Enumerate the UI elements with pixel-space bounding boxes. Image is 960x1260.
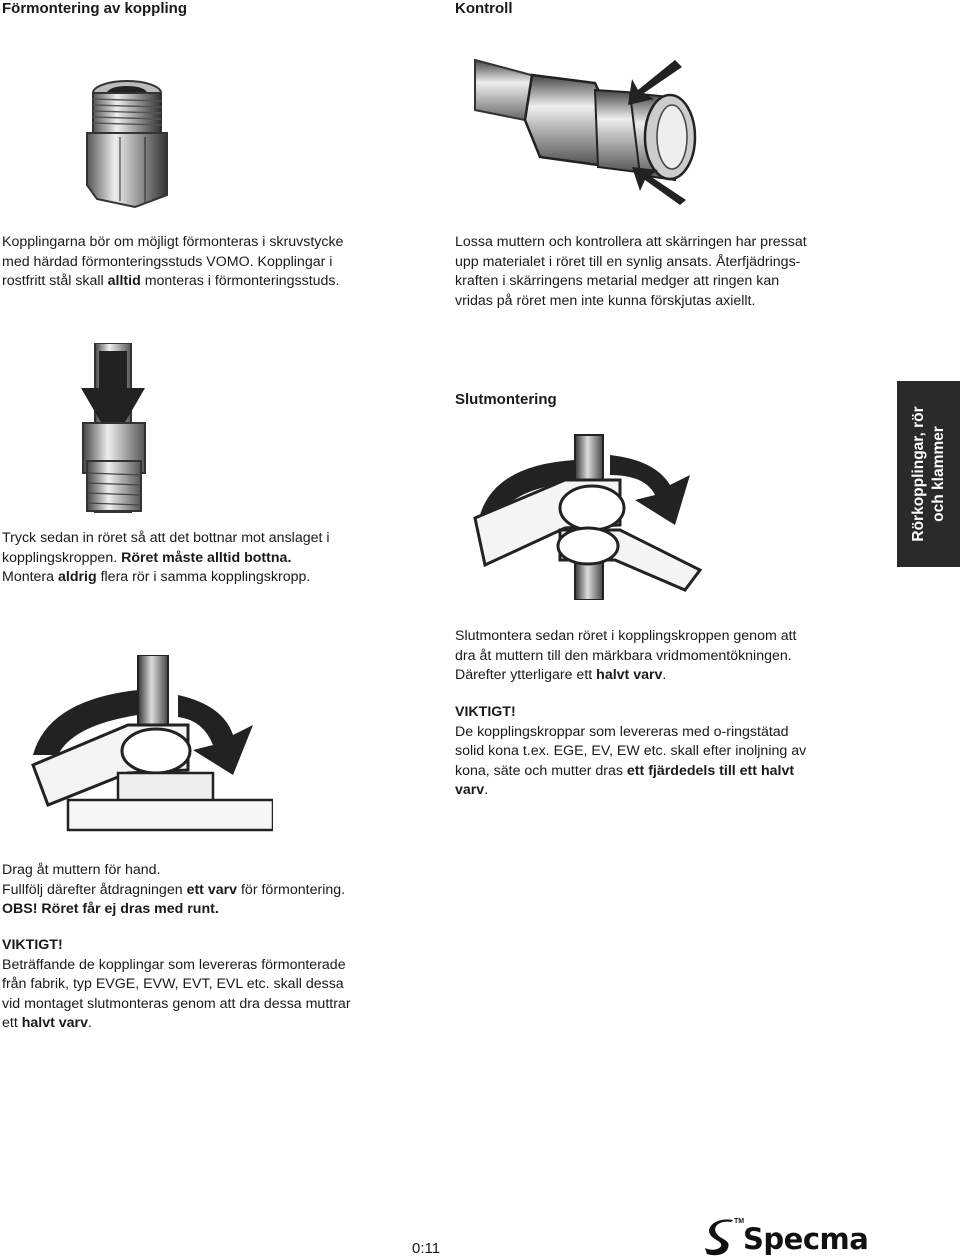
paragraph-kontroll <box>455 233 875 311</box>
text-line <box>2 272 422 292</box>
text-line: De kopplingskroppar som levereras med o-ringstätad <box>455 723 789 740</box>
viktigt-label: VIKTIGT! <box>455 704 516 720</box>
specma-logo <box>703 1216 875 1258</box>
text-span: . <box>662 667 667 683</box>
text-span: kona, säte och mutter dras <box>455 762 627 779</box>
text-span: kopplingskroppen. <box>2 549 122 566</box>
wrench-final-illustration-icon <box>470 430 705 600</box>
text-line: kraften i skärringens metarial medger att ringen kan <box>455 273 780 289</box>
tab-line: Rörkopplingar, rör <box>909 406 927 542</box>
text-line <box>2 549 442 569</box>
paragraph-viktigt-left <box>2 936 442 1034</box>
paragraph-slutmontering <box>455 627 885 686</box>
heading-kontroll: Kontroll <box>455 0 513 17</box>
section-tab-label <box>909 384 949 564</box>
logo-trademark: TM <box>734 1218 745 1225</box>
wrench-hand-illustration-icon <box>28 655 273 833</box>
text-line: med härdad förmonteringsstuds VOMO. Kopplingar i <box>2 253 333 270</box>
text-line <box>455 666 885 686</box>
emphasis-text: ett fjärdedels till ett halvt <box>626 762 795 779</box>
paragraph-drag <box>2 861 442 920</box>
text-span: rostfritt stål skall <box>2 273 108 289</box>
text-line: Tryck sedan in röret så att det bottnar mot anslaget i <box>2 530 330 546</box>
text-line <box>2 881 442 901</box>
emphasis-text: OBS! Röret får ej dras med runt. <box>2 901 219 917</box>
text-span: Montera <box>2 569 58 585</box>
text-span: Därefter ytterligare ett <box>455 667 597 683</box>
heading-slutmontering: Slutmontering <box>455 391 557 408</box>
emphasis-text: aldrig <box>58 569 97 585</box>
text-line: solid kona t.ex. EGE, EV, EW etc. skall efter inoljning av <box>455 743 807 759</box>
pipe-check-illustration-icon <box>470 55 715 215</box>
tab-line: och klammer <box>929 426 947 522</box>
text-span: . <box>87 1015 92 1031</box>
emphasis-text: halvt varv <box>596 667 663 683</box>
text-line: upp materialet i röret till en synlig ansats. Återfjädrings- <box>455 253 801 270</box>
text-line <box>455 762 885 782</box>
emphasis-text: ett varv <box>186 881 238 898</box>
text-line <box>455 703 885 723</box>
paragraph-viktigt-right <box>455 703 885 801</box>
page-number: 0:11 <box>412 1240 441 1257</box>
text-span: . <box>484 782 489 798</box>
emphasis-text: varv <box>455 782 485 798</box>
viktigt-label: VIKTIGT! <box>2 937 63 953</box>
logo-text: Specma <box>743 1222 869 1256</box>
text-span: ett <box>2 1015 22 1031</box>
text-line: Beträffande de kopplingar som levereras förmonterade <box>2 956 346 973</box>
press-tube-illustration-icon <box>25 343 195 513</box>
text-span: för förmontering. <box>237 881 346 898</box>
paragraph-formontering <box>2 233 422 292</box>
text-line <box>2 936 442 956</box>
text-line: vridas på röret men inte kunna förskjutas axiellt. <box>455 292 756 309</box>
text-line: från fabrik, typ EVGE, EVW, EVT, EVL etc. skall dessa <box>2 976 344 992</box>
text-line: Lossa muttern och kontrollera att skärringen har pressat <box>455 234 807 250</box>
emphasis-text: alltid <box>107 273 141 289</box>
text-line <box>2 1014 442 1034</box>
text-line <box>2 568 442 588</box>
paragraph-tryck <box>2 529 442 588</box>
text-line <box>2 900 442 920</box>
section-tab[interactable] <box>897 381 960 567</box>
heading-formontering: Förmontering av koppling <box>2 0 188 17</box>
text-line: Kopplingarna bör om möjligt förmonteras i skruvstycke <box>2 234 344 250</box>
text-span: flera rör i samma kopplingskropp. <box>96 569 311 585</box>
text-line: Drag åt muttern för hand. <box>2 862 161 878</box>
text-span: Fullfölj därefter åtdragningen <box>2 881 187 898</box>
fitting-illustration-icon <box>75 75 175 215</box>
text-line <box>455 781 885 801</box>
text-line: vid montaget slutmonteras genom att dra dessa muttrar <box>2 995 351 1012</box>
text-line: dra åt muttern till den märkbara vridmomentökningen. <box>455 647 792 664</box>
text-span: monteras i förmonteringsstuds. <box>140 273 340 289</box>
text-line: Slutmontera sedan röret i kopplingskroppen genom att <box>455 628 797 644</box>
emphasis-text: halvt varv <box>21 1015 88 1031</box>
emphasis-text: Röret måste alltid bottna. <box>121 549 292 566</box>
